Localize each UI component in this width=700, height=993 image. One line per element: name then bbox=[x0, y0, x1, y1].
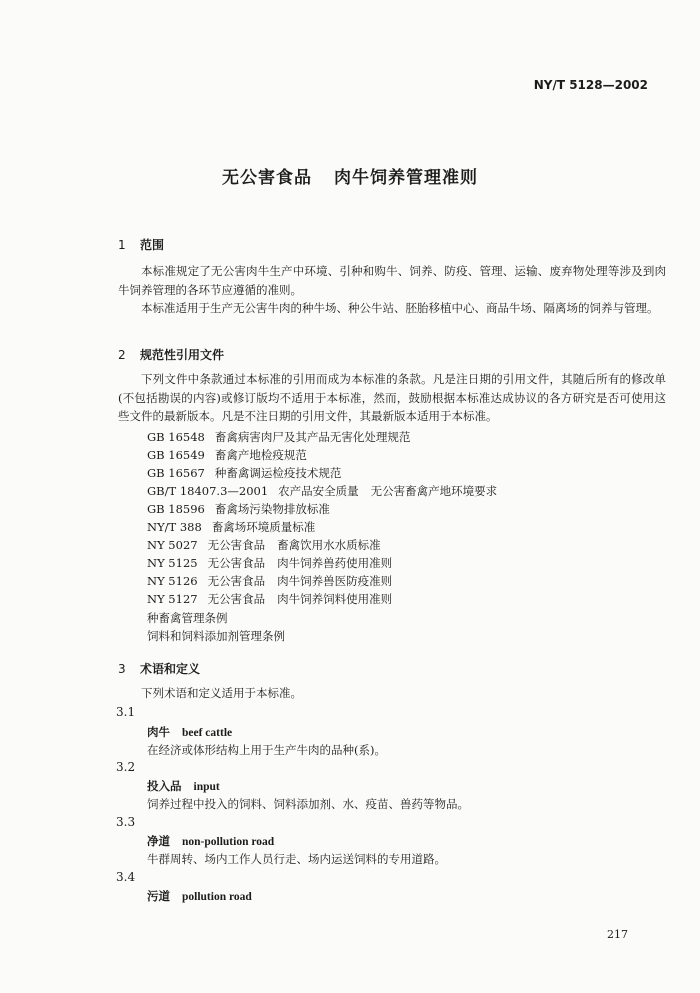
term-number: 3.2 bbox=[116, 760, 136, 774]
section-3-heading bbox=[118, 660, 200, 677]
reference-item bbox=[147, 573, 392, 589]
paragraph: 下列文件中条款通过本标准的引用而成为本标准的条款。凡是注日期的引用文件，其随后所有的修改单(不包括勘误的内容)或修订版均不适用于本标准，然而，鼓励根据本标准达成协议的各方研究是否可使用这些文件的最新版本。凡是不注日期的引用文件，其最新版本适用于本标准。 bbox=[118, 372, 666, 423]
reference-item bbox=[147, 555, 392, 571]
section-title: 术语和定义 bbox=[140, 662, 201, 676]
reference-item bbox=[147, 429, 410, 445]
reference-title: 无公害食品 bbox=[207, 538, 266, 552]
reference-code: GB 16567 bbox=[147, 466, 205, 480]
reference-item bbox=[147, 483, 497, 499]
reference-code: NY/T 388 bbox=[147, 520, 202, 534]
reference-item bbox=[147, 501, 330, 517]
term-heading bbox=[147, 833, 274, 849]
title-part-1: 无公害食品 bbox=[222, 168, 312, 188]
reference-code: GB 18596 bbox=[147, 502, 205, 516]
regulation-item: 饲料和饲料添加剂管理条例 bbox=[147, 629, 285, 643]
term-number: 3.1 bbox=[116, 705, 136, 719]
section-title: 规范性引用文件 bbox=[140, 348, 225, 362]
reference-item bbox=[147, 519, 315, 535]
reference-item bbox=[147, 591, 392, 607]
section-number: 1 bbox=[118, 238, 126, 252]
reference-code: GB 16549 bbox=[147, 448, 205, 462]
reference-title: 无公害食品 bbox=[207, 592, 266, 606]
reference-subtitle: 肉牛饲养兽医防疫准则 bbox=[277, 574, 393, 588]
term-english: pollution road bbox=[182, 891, 252, 903]
reference-title: 无公害食品 bbox=[207, 574, 266, 588]
section-number: 3 bbox=[118, 662, 126, 676]
reference-code: GB/T 18407.3—2001 bbox=[147, 484, 269, 498]
regulation-item: 种畜禽管理条例 bbox=[147, 611, 228, 625]
reference-code: NY 5027 bbox=[147, 538, 198, 552]
term-definition: 牛群周转、场内工作人员行走、场内运送饲料的专用道路。 bbox=[147, 852, 446, 866]
section-title: 范围 bbox=[140, 238, 165, 252]
term-english: beef cattle bbox=[182, 727, 233, 739]
reference-subtitle: 畜禽饮用水水质标准 bbox=[277, 538, 381, 552]
term-heading bbox=[147, 778, 220, 794]
reference-title: 无公害食品 bbox=[207, 556, 266, 570]
reference-code: NY 5125 bbox=[147, 556, 198, 570]
section-1-heading bbox=[118, 236, 164, 253]
reference-item bbox=[147, 537, 381, 553]
term-chinese: 污道 bbox=[147, 889, 170, 903]
term-definition: 饲养过程中投入的饲料、饲料添加剂、水、疫苗、兽药等物品。 bbox=[147, 797, 469, 811]
reference-subtitle: 无公害畜禽产地环境要求 bbox=[370, 484, 498, 498]
section-number: 2 bbox=[118, 348, 126, 362]
document-title bbox=[0, 163, 700, 188]
paragraph: 本标准适用于生产无公害牛肉的种牛场、种公牛站、胚胎移植中心、商品牛场、隔离场的饲养与管理。 bbox=[141, 301, 659, 315]
title-part-2: 肉牛饲养管理准则 bbox=[334, 168, 478, 188]
reference-subtitle: 肉牛饲养饲料使用准则 bbox=[277, 592, 393, 606]
term-english: input bbox=[193, 781, 220, 793]
term-number: 3.3 bbox=[116, 815, 136, 829]
reference-title: 畜禽场污染物排放标准 bbox=[214, 502, 330, 516]
page-number: 217 bbox=[607, 928, 628, 941]
reference-title: 农产品安全质量 bbox=[278, 484, 359, 498]
term-chinese: 肉牛 bbox=[147, 725, 170, 739]
paragraph: 下列术语和定义适用于本标准。 bbox=[141, 686, 302, 700]
reference-title: 种畜禽调运检疫技术规范 bbox=[214, 466, 342, 480]
term-english: non-pollution road bbox=[182, 836, 275, 848]
reference-item bbox=[147, 447, 307, 463]
reference-item bbox=[147, 465, 341, 481]
reference-code: GB 16548 bbox=[147, 430, 205, 444]
term-chinese: 投入品 bbox=[147, 779, 182, 793]
reference-code: NY 5127 bbox=[147, 592, 198, 606]
reference-title: 畜禽产地检疫规范 bbox=[214, 448, 307, 462]
term-definition: 在经济或体形结构上用于生产牛肉的品种(系)。 bbox=[147, 743, 386, 757]
term-heading bbox=[147, 724, 232, 740]
reference-title: 畜禽场环境质量标准 bbox=[211, 520, 316, 534]
standard-code: NY/T 5128—2002 bbox=[533, 78, 648, 92]
section-2-heading bbox=[118, 346, 224, 363]
paragraph: 本标准规定了无公害肉牛生产中环境、引种和购牛、饲养、防疫、管理、运输、废弃物处理等涉及到肉牛饲养管理的各环节应遵循的准则。 bbox=[118, 264, 666, 297]
term-chinese: 净道 bbox=[147, 834, 170, 848]
reference-subtitle: 肉牛饲养兽药使用准则 bbox=[277, 556, 393, 570]
reference-title: 畜禽病害肉尸及其产品无害化处理规范 bbox=[214, 430, 411, 444]
term-number: 3.4 bbox=[116, 870, 136, 884]
reference-code: NY 5126 bbox=[147, 574, 198, 588]
term-heading bbox=[147, 888, 252, 904]
